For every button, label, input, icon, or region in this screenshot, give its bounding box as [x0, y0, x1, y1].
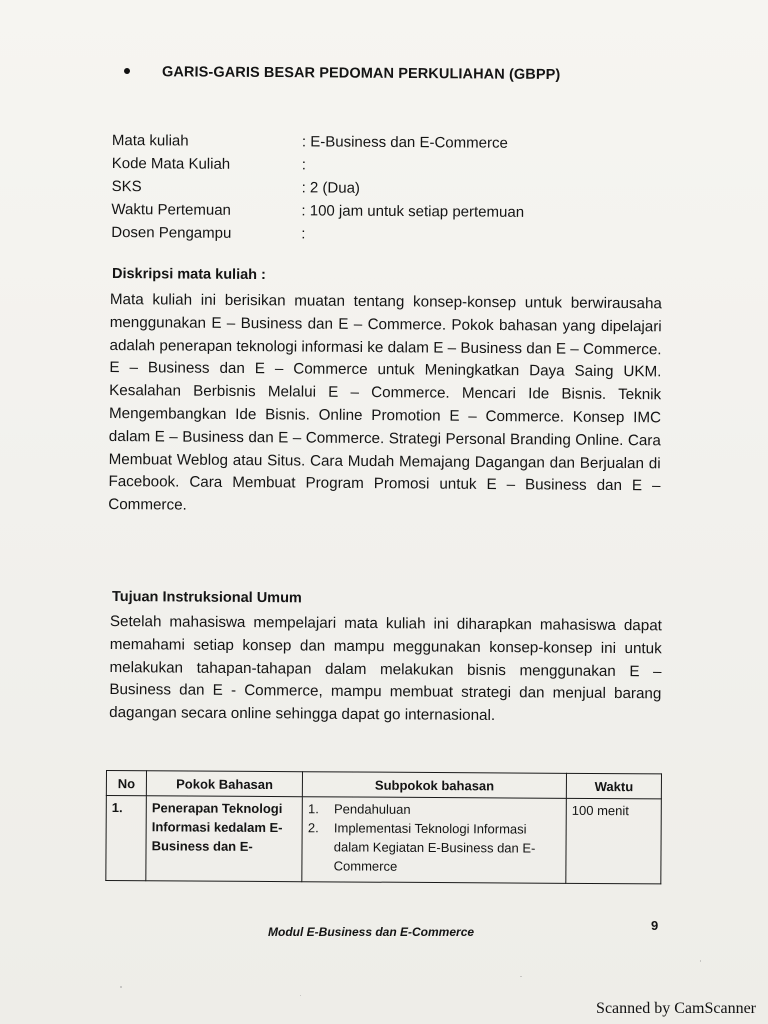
scan-speck — [700, 960, 701, 962]
info-label: Waktu Pertemuan — [111, 200, 231, 219]
info-label: Kode Mata Kuliah — [111, 154, 231, 173]
subtopic-text: Implementasi Teknologi Informasi dalam Kegiatan E-Business dan E-Commerce — [333, 820, 536, 874]
module-footer: Modul E-Business dan E-Commerce — [268, 925, 475, 939]
info-row-code — [112, 152, 525, 178]
scanner-watermark: Scanned by CamScanner — [596, 1000, 756, 1017]
list-item — [308, 799, 561, 820]
cell-subtopics — [302, 797, 566, 884]
syllabus-table — [105, 770, 662, 884]
scan-speck — [120, 986, 122, 988]
cell-topic: Penerapan Teknologi Informasi kedalam E-Business dan E- — [146, 796, 303, 882]
heading-text: GARIS-GARIS BESAR PEDOMAN PERKULIAHAN (GBPP) — [161, 64, 561, 84]
info-row-lecturer — [111, 221, 524, 247]
header-topic: Pokok Bahasan — [146, 771, 302, 797]
info-row-course — [112, 129, 525, 155]
info-label: SKS — [111, 177, 142, 196]
subtopic-list — [308, 799, 561, 877]
cell-time: 100 menit — [566, 798, 661, 884]
syllabus-table-wrap — [105, 770, 662, 884]
cell-no: 1. — [106, 796, 147, 881]
info-row-credits — [112, 175, 525, 201]
table-header-row — [106, 771, 661, 799]
info-value: : — [301, 225, 306, 243]
info-value: : — [301, 156, 306, 174]
document-heading — [124, 64, 560, 83]
description-title: Diskripsi mata kuliah : — [111, 266, 266, 284]
subtopic-number: 1. — [307, 801, 319, 817]
subtopic-number: 2. — [307, 820, 319, 836]
subtopic-text: Pendahuluan — [333, 801, 411, 817]
info-row-meeting-time — [111, 198, 524, 224]
table-row — [106, 796, 662, 884]
bullet-icon — [124, 68, 130, 74]
page-number: 9 — [651, 918, 659, 933]
list-item — [308, 818, 561, 877]
info-label: Mata kuliah — [111, 131, 189, 150]
header-no: No — [106, 771, 146, 796]
header-subtopic: Subpokok bahasan — [303, 772, 567, 799]
course-info — [111, 129, 524, 247]
description-text: Mata kuliah ini berisikan muatan tentang konsep-konsep untuk berwirausaha menggunakan E – Business dan E – Commerce. Pokok bahasan yang dipelajari adalah penerapan teknologi informasi ke dalam E – Business dan E – Commerce. E – Business dan E – Commerce untuk Meningkatkan Daya Saing UKM. Kesalahan Berbisnis Melalui E – Commerce. Mencari Ide Bisnis. Teknik Mengembangkan Ide Bisnis. Online Promotion E – Commerce. Konsep IMC dalam E – Business dan E – Commerce. Strategi Personal Branding Online. Cara Membuat Weblog atau Situs. Cara Mudah Memajang Dagangan dan Berjualan di Facebook. Cara Membuat Program Promosi untuk E – Business dan E – Commerce. — [108, 290, 662, 514]
scan-speck — [300, 995, 301, 996]
info-value: : 100 jam untuk setiap pertemuan — [301, 202, 525, 221]
scan-speck — [520, 976, 522, 977]
info-value: : E-Business dan E-Commerce — [301, 133, 508, 152]
info-value: : 2 (Dua) — [301, 179, 361, 197]
objective-text: Setelah mahasiswa mempelajari mata kuliah ini diharapkan mahasiswa dapat memahami setiap konsep dan mampu meggunakan konsep-konsep ini untuk melakukan tahapan-tahapan dalam melakukan bisnis menggunakan E – Business dan E - Commerce, mampu membuat strategi dan menjual barang dagangan secara online sehingga dapat go internasional. — [109, 612, 662, 725]
header-time: Waktu — [566, 773, 661, 799]
info-label: Dosen Pengampu — [111, 223, 232, 242]
objective-title: Tujuan Instruksional Umum — [111, 589, 302, 607]
